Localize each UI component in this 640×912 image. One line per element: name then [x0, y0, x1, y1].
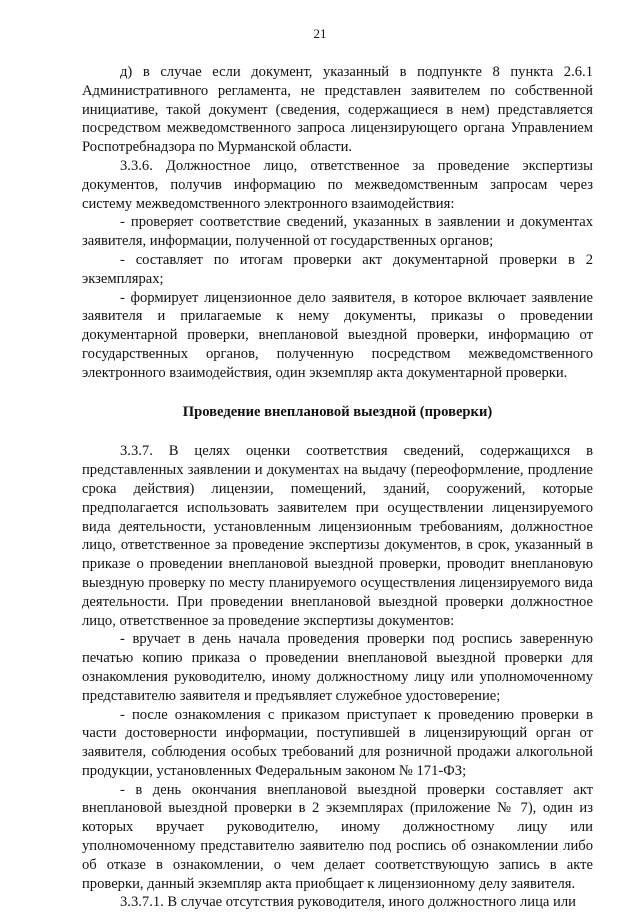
paragraph-subitem-d: д) в случае если документ, указанный в подпункте 8 пункта 2.6.1 Административного регламента, не представлен заявителем по собственной инициативе, такой документ (сведения, содержащиеся в нем) представляется посредством межведомственного запроса лицензирующего органа Управлением Роспотребнадзора по Мурманской области.	[82, 64, 593, 156]
paragraph-3-3-7: 3.3.7. В целях оценки соответствия сведений, содержащихся в представленных заявлении и документах на выдачу (переоформление, продление срока действия) лицензии, помещений, зданий, сооружений, которые предполагается использовать заявителем при осуществлении лицензируемого вида деятельности, установленным лицензионным требованиям, должностное лицо, ответственное за проведение экспертизы документов, в срок, указанный в приказе о проведении внеплановой выездной проверки, проводит внеплановую выездную проверку по месту планируемого осуществления лицензируемого вида деятельности. При проведении внеплановой выездной проверки должностное лицо, ответственное за проведение экспертизы документов:	[82, 443, 593, 629]
paragraph-inspection-act: - в день окончания внеплановой выездной проверки составляет акт внеплановой выездной проверки в 2 экземплярах (приложение № 7), один из которых вручает руководителю, иному должностному лицу или уполномоченному представителю заявителю под роспись об ознакомлении либо об отказе в ознакомлении, о чем делает соответствующую запись в акте проверки, данный экземпляр акта приобщает к лицензионному делу заявителя.	[82, 781, 593, 892]
paragraph-hand-over-order: - вручает в день начала проведения проверки под роспись заверенную печатью копию приказа о проведении внеплановой выездной проверки для ознакомления руководителю, иному должностному лицу или уполномоченному представителю заявителя и предъявляет служебное удостоверение;	[82, 631, 593, 704]
paragraph-start-verification: - после ознакомления с приказом приступает к проведению проверки в части достоверности информации, поступившей в лицензирующий орган от заявителя, соблюдения особых требований для розничной продажи алкогольной продукции, установленных Федеральным законом № 171-ФЗ;	[82, 706, 593, 779]
page-number: 21	[313, 26, 327, 41]
paragraph-license-file: - формирует лицензионное дело заявителя, в которое включает заявление заявителя и прилагаемые к нему документы, приказы о проведении документарной проверки, внеплановой выездной проверки, информацию от государственных органов, полученную посредством межведомственного электронного взаимодействия, один экземпляр акта документарной проверки.	[82, 289, 593, 381]
section-heading: Проведение внеплановой выездной (проверки)	[182, 403, 493, 420]
paragraph-3-3-6: 3.3.6. Должностное лицо, ответственное за проведение экспертизы документов, получив информацию по межведомственным запросам через систему межведомственного электронного взаимодействия:	[82, 157, 593, 212]
paragraph-3-3-7-1: 3.3.7.1. В случае отсутствия руководителя, иного должностного лица или	[120, 894, 576, 911]
document-body	[82, 63, 593, 912]
paragraph-draw-up-act: - составляет по итогам проверки акт документарной проверки в 2 экземплярах;	[82, 251, 593, 287]
paragraph-check-compliance: - проверяет соответствие сведений, указанных в заявлении и документах заявителя, информации, полученной от государственных органов;	[82, 214, 593, 250]
